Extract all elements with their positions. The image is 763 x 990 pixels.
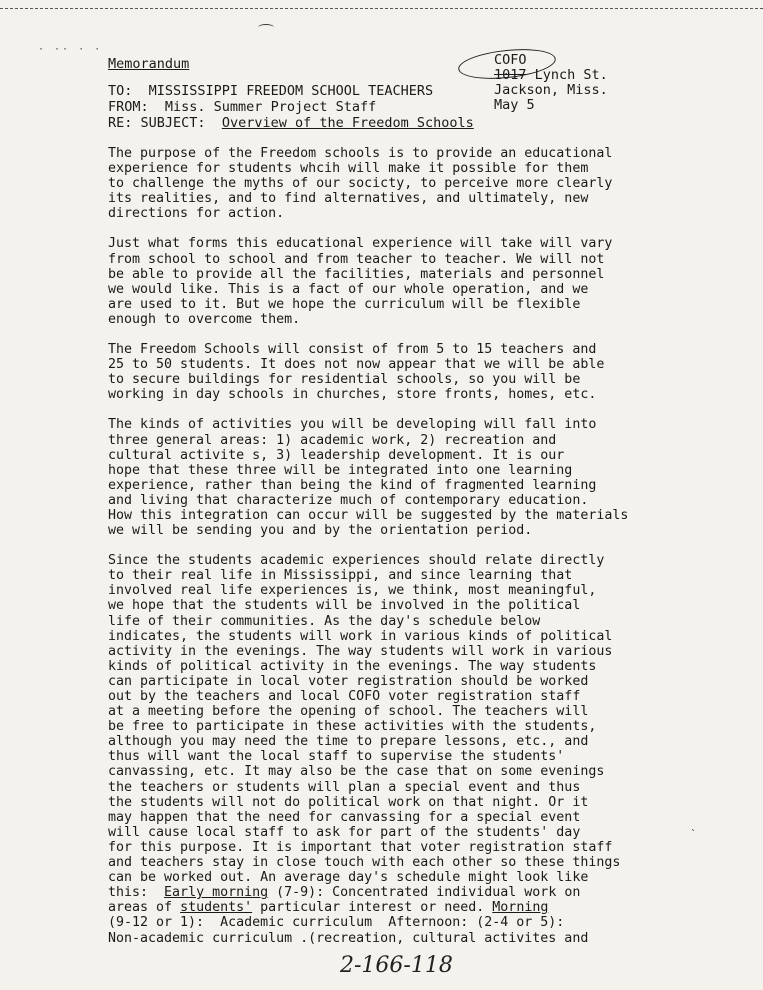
text-line: to secure buildings for residential schools, so you will be [108, 372, 581, 388]
text-line: can participate in local voter registration should be worked [108, 673, 589, 689]
text-line: to challenge the myths of our socicty, to perceive more clearly [108, 176, 613, 192]
text-line: experience, rather than being the kind of fragmented learning [108, 477, 597, 493]
schedule-line [108, 885, 708, 900]
text-line: be able to provide all the facilities, materials and personnel [108, 266, 605, 282]
to-value: MISSISSIPPI FREEDOM SCHOOL TEACHERS [148, 83, 434, 99]
text-line: involved real life experiences is, we think, most meaningful, [108, 583, 597, 599]
text-line: out by the teachers and local COFO voter registration staff [108, 689, 581, 704]
text-line: life of their communities. As the day's schedule below [108, 613, 541, 629]
text-line: and teachers stay in close touch with each other so these things [108, 855, 621, 871]
re-value: Overview of the Freedom Schools [221, 115, 474, 131]
from-label: FROM: [108, 99, 149, 115]
text-line: be free to participate in these activities with the students, [108, 719, 597, 735]
text-line: and living that characterize much of contemporary education. [108, 492, 589, 508]
office-street: Lynch St. [526, 67, 608, 83]
text-line: enough to overcome them. [108, 311, 301, 327]
office-name: COFO [494, 52, 527, 68]
text-line: for this purpose. It is important that voter registration staff [108, 839, 613, 855]
text-line: 25 to 50 students. It does not now appear that we will be able [108, 357, 605, 373]
paragraph [108, 236, 708, 327]
pen-mark [258, 24, 274, 31]
from-line [108, 99, 376, 115]
struck-street-number: 1017 [494, 67, 527, 83]
text-line: cultural activite s, 3) leadership development. It is our [108, 447, 565, 463]
paragraph [108, 342, 708, 402]
schedule-text: this: [108, 885, 165, 901]
memo-body [108, 146, 708, 946]
text-line: we would like. This is a fact of our whole operation, and we [108, 281, 589, 297]
schedule-text: areas of [108, 900, 181, 916]
text-line: thus will want the local staff to supervise the students' [108, 749, 565, 765]
text-line: directions for action. [108, 206, 285, 222]
to-line [108, 83, 433, 99]
text-line: three general areas: 1) academic work, 2) recreation and [108, 432, 557, 448]
paragraph [108, 553, 708, 945]
paragraph [108, 146, 708, 221]
re-line [108, 115, 474, 131]
office-address [494, 53, 674, 113]
text-line: the students will not do political work on that night. Or it [108, 794, 589, 810]
memo-title: Memorandum [108, 56, 190, 72]
text-line: Since the students academic experiences should relate directly [108, 553, 605, 569]
text-line: may happen that the need for canvassing for a special event [108, 809, 581, 825]
text-line: are used to it. But we hope the curriculum will be flexible [108, 296, 581, 312]
text-line: The Freedom Schools will consist of from 5 to 15 teachers and [108, 342, 597, 358]
text-line: from school to school and from teacher to teacher. We will not [108, 251, 605, 267]
schedule-line [108, 931, 708, 946]
text-line: hope that these three will be integrated into one learning [108, 462, 573, 478]
text-line: will cause local staff to ask for part of the students' day [108, 824, 581, 840]
schedule-text: Morning [492, 900, 549, 916]
text-line: the teachers or students will plan a special event and thus [108, 779, 581, 795]
schedule-text: students' [180, 900, 253, 916]
text-line: kinds of political activity in the evenings. The way students [108, 658, 597, 674]
margin-marks: · ·· · · [38, 44, 103, 55]
text-line: experience for students whcih will make it possible for them [108, 161, 589, 177]
text-line: activity in the evenings. The way students will work in various [108, 643, 613, 659]
archive-number: 2-166-118 [340, 953, 453, 978]
office-city: Jackson, Miss. [494, 82, 608, 98]
schedule-text: (9-12 or 1): Academic curriculum Afternoon: (2-4 or 5): [108, 915, 565, 931]
to-label: TO: [108, 83, 133, 99]
schedule-text: Early morning [164, 885, 269, 901]
text-line: can be worked out. An average day's schedule might look like [108, 870, 589, 886]
paragraph [108, 417, 708, 538]
schedule-text: (7-9): Concentrated individual work on [268, 885, 581, 901]
text-line: The purpose of the Freedom schools is to provide an educational [108, 146, 613, 161]
memo-date: May 5 [494, 97, 535, 113]
text-line: How this integration can occur will be suggested by the materials [108, 507, 629, 523]
text-line: Just what forms this educational experience will take will vary [108, 236, 613, 252]
text-line: although you may need the time to prepare lessons, etc., and [108, 734, 589, 750]
text-line: The kinds of activities you will be developing will fall into [108, 417, 597, 433]
page-top-edge [0, 0, 763, 9]
text-line: we hope that the students will be involved in the political [108, 598, 581, 614]
text-line: to their real life in Mississippi, and since learning that [108, 568, 573, 584]
schedule-line [108, 900, 708, 915]
text-line: at a meeting before the opening of school. The teachers will [108, 704, 589, 720]
margin-tick: ˎ [690, 820, 697, 831]
text-line: we will be sending you and by the orientation period. [108, 523, 533, 539]
schedule-text: particular interest or need. [252, 900, 493, 916]
schedule-text: Non-academic curriculum .(recreation, cultural activites and [108, 930, 589, 946]
text-line: working in day schools in churches, store fronts, homes, etc. [108, 387, 597, 403]
text-line: indicates, the students will work in various kinds of political [108, 628, 613, 644]
text-line: its realities, and to find alternatives, and ultimately, new [108, 191, 589, 207]
from-value: Miss. Summer Project Staff [164, 99, 377, 115]
text-line: canvassing, etc. It may also be the case that on some evenings [108, 764, 605, 780]
schedule-line [108, 915, 708, 930]
re-label: RE: SUBJECT: [108, 115, 206, 131]
